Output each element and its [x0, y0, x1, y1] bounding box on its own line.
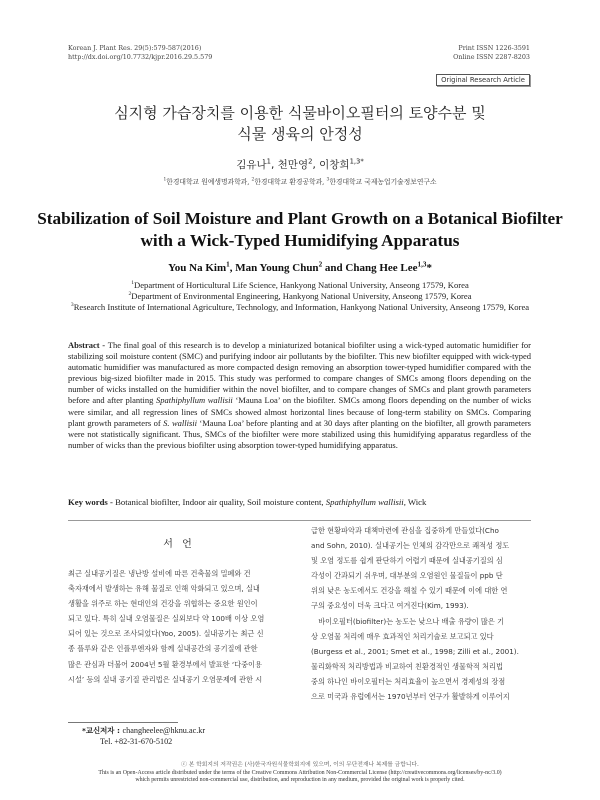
english-author-sup: 1 — [226, 260, 230, 269]
text-line: 시설’ 등의 실내 공기질 관리법은 실내공기 오염문제에 관한 시 — [68, 674, 263, 684]
keywords — [68, 497, 531, 507]
korean-author: 천만영 — [277, 159, 309, 171]
footnote-divider — [68, 722, 178, 723]
open-access-line: This is an Open-Access article distributed under the terms of the Creative Commons Attribution Non-Commercial License (http://creativecommons.org/licenses/by-nc/3.0) — [98, 770, 502, 776]
abstract-text: ‘Mauna Loa’ on the biofilter. SMCs among floors depending on the number of wicks were similar, and all regression lines of SMCs showed almost horizontal lines because of long-term stability on SMCs. Comparing plant growth parameters of — [68, 395, 531, 428]
text-line: 급한 현황파악과 대책마련에 관심을 집중하게 만들었다(Cho — [311, 526, 499, 535]
affiliation-sup: 2 — [128, 290, 132, 297]
english-author-sup: 2 — [318, 260, 323, 269]
abstract-dash: - — [99, 340, 108, 350]
english-affiliation — [70, 291, 530, 302]
author-separator: , — [312, 159, 320, 171]
text-line: 종 플루와 같은 인플루엔자와 함께 실내공간의 공기질에 관한 — [68, 644, 258, 654]
intro-heading: 서 언 — [163, 539, 195, 550]
author-separator: , — [270, 159, 278, 171]
english-author: Chang Hee Lee — [345, 262, 418, 274]
korean-author-sup: 2 — [308, 157, 313, 166]
article-type-badge: Original Research Article — [436, 74, 530, 86]
affiliation-text: Department of Horticultural Life Science, Hankyong National University, Anseong 17579, Korea — [134, 280, 469, 290]
abstract — [68, 340, 531, 451]
author-separator: , — [229, 262, 236, 274]
text-line: 최근 실내공기질은 냉난방 설비에 따른 건축물의 밀폐와 건 — [68, 569, 251, 578]
species-name: Spathiphyllum wallisii — [325, 497, 404, 507]
korean-title-line1: 심지형 가습장치를 이용한 식물바이오필터의 토양수분 및 — [114, 104, 486, 122]
korean-author-sup: 1 — [266, 157, 271, 166]
keywords-tail: , Wick — [403, 497, 427, 507]
section-divider — [68, 520, 531, 521]
english-authors — [0, 262, 600, 274]
doi-link[interactable]: http://dx.doi.org/10.7732/kjpr.2016.29.5.579 — [68, 53, 213, 61]
corresponding-label: *교신저자 : — [82, 726, 123, 735]
affiliation-text: Department of Environmental Engineering, Hankyong National University, Anseong 17579, Korea — [131, 290, 472, 301]
abstract-text: ‘Mauna Loa’ before planting and at 30 days after planting on the biofilter, all growth parameters were not statistically significant. Thus, SMCs of the biofilter were more stabilized using this humidifying apparatus regardless of the number of wicks than the previous biofilter using absorption tower-typed humidifying apparatus. — [68, 417, 531, 450]
korean-affiliations — [0, 176, 600, 186]
english-affiliation — [70, 302, 530, 313]
english-title-line2: with a Wick-Typed Humidifying Apparatus — [140, 231, 460, 250]
affiliation-sup: 3 — [326, 177, 330, 183]
abstract-text: The final goal of this research is to develop a miniaturized botanical biofilter using a wick-typed automatic humidifier for stabilizing soil moisture content (SMC) and purifying indoor air pollutants by the biofilter. This new biofilter equipped with wick-typed automatic humidifier was manufactured as more compacted design removing an absorption tower-typed humidifier compared with the previous big-sized biofilter made in 2015. This study was performed to compare changes of SMCs among floors depending on the number of wicks installed on the humidifier within the novel biofilter, and to compare changes of SMCs and plant growth parameters before and after planting — [68, 340, 531, 406]
abstract-label: Abstract — [68, 340, 100, 350]
species-name: S. wallisii — [163, 417, 197, 428]
text-line: 많은 관심과 더불어 2004년 5월 환경부에서 발표한 ‘다중이용 — [68, 659, 262, 669]
korean-title-line2: 식물 생육의 안정성 — [237, 125, 363, 143]
corresponding-email[interactable]: changheelee@hknu.ac.kr — [122, 726, 206, 735]
intro-right-column — [311, 523, 531, 704]
text-line: 물리화학적 처리방법과 비교하여 친환경적인 생물학적 처리법 — [311, 661, 503, 671]
issn-block — [453, 44, 530, 62]
keywords-label: Key words — [68, 497, 108, 507]
affiliation-sup: 3 — [70, 301, 74, 308]
corresponding-tel: Tel. +82-31-670-5102 — [100, 737, 173, 746]
text-line: 및 오염 정도를 쉽게 판단하기 어렵기 때문에 실내공기질의 심 — [311, 556, 503, 566]
text-line: 중의 하나인 바이오필터는 처리효율이 높으면서 경제성의 장점 — [311, 676, 506, 686]
intro-left-column — [68, 566, 292, 687]
copyright-notice: ⓒ 본 학회지의 저작권은 (사)한국자원식물학회지에 있으며, 이의 무단전재나 복제를 금합니다. — [181, 762, 419, 768]
text-line: 으로 미국과 유럽에서는 1970년부터 연구가 활발하게 이루어지 — [311, 692, 510, 702]
english-affiliation — [70, 280, 530, 291]
affiliation-sup: 1 — [131, 280, 135, 287]
korean-author: 이창희 — [319, 159, 350, 171]
text-line: 생활을 위주로 하는 현대인의 건강을 위협하는 중요한 원인이 — [68, 599, 258, 609]
affiliation-text: Research Institute of International Agriculture, Technology, and Information, Hankyong National University, Anseong 17579, Korea — [73, 301, 530, 312]
text-line: 위의 낮은 농도에서도 건강을 해칠 수 있기 때문에 이에 대한 연 — [311, 586, 508, 596]
text-line: 구의 중요성이 더욱 크다고 여겨진다(Kim, 1993). — [311, 601, 469, 611]
korean-author: 김유나 — [236, 159, 267, 171]
korean-authors — [0, 157, 600, 172]
species-name: Spathiphyllum wallisii — [156, 395, 233, 406]
korean-affiliation: 한경대학교 원예생명과학과, — [166, 178, 252, 186]
text-line: and Sohn, 2010). 실내공기는 인체의 감각만으로 쾌적성 정도 — [311, 541, 510, 551]
english-author: You Na Kim — [168, 262, 227, 274]
english-title — [0, 208, 600, 252]
text-line: 되어 있는 것으로 조사되었다(Yoo, 2005). 실내공기는 최근 신 — [68, 629, 264, 639]
journal-line: Korean J. Plant Res. 29(5):579-587(2016) — [68, 44, 202, 52]
affiliation-sup: 2 — [251, 177, 255, 183]
keywords-text: Botanical biofilter, Indoor air quality, Soil moisture content, — [115, 497, 326, 507]
affiliation-sup: 1 — [163, 177, 167, 183]
korean-title — [0, 103, 600, 145]
korean-affiliation: 한경대학교 국제농업기술정보연구소 — [329, 178, 437, 186]
english-author-sup: 1,3 — [417, 260, 427, 269]
english-author: Man Young Chun — [235, 262, 319, 274]
korean-author-sup: 1,3* — [349, 157, 364, 166]
text-line: 각성이 간과되기 쉬우며, 대부분의 오염원인 물질들이 ppb 단 — [311, 571, 503, 581]
open-access-notice — [40, 770, 560, 785]
text-line: 되고 있다. 특히 실내 오염물질은 실외보다 약 100배 이상 오염 — [68, 614, 265, 624]
open-access-line: which permits unrestricted non-commercial use, distribution, and reproduction in any medium, provided the original work is properly cited. — [135, 777, 465, 784]
corresponding-star: * — [426, 262, 432, 274]
author-separator: and — [322, 262, 346, 274]
text-line: 바이오필터(biofilter)는 농도는 낮으나 배출 유량이 많은 기 — [311, 616, 505, 626]
korean-affiliation: 한경대학교 환경공학과, — [254, 178, 327, 186]
english-affiliations — [70, 280, 530, 312]
text-line: (Burgess et al., 2001; Smet et al., 1998; Zilli et al., 2001). — [311, 646, 519, 656]
print-issn: Print ISSN 1226-3591 — [458, 44, 530, 52]
online-issn: Online ISSN 2287-8203 — [453, 53, 530, 61]
text-line: 상 오염물 처리에 매우 효과적인 처리기술로 보고되고 있다 — [311, 631, 494, 641]
text-line: 축자재에서 발생하는 유해 물질로 인해 악화되고 있으며, 실내 — [68, 584, 260, 594]
corresponding-author-note — [82, 725, 205, 747]
english-title-line1: Stabilization of Soil Moisture and Plant Growth on a Botanical Biofilter — [37, 209, 563, 228]
keywords-dash: - — [107, 497, 116, 507]
journal-citation — [68, 44, 212, 62]
